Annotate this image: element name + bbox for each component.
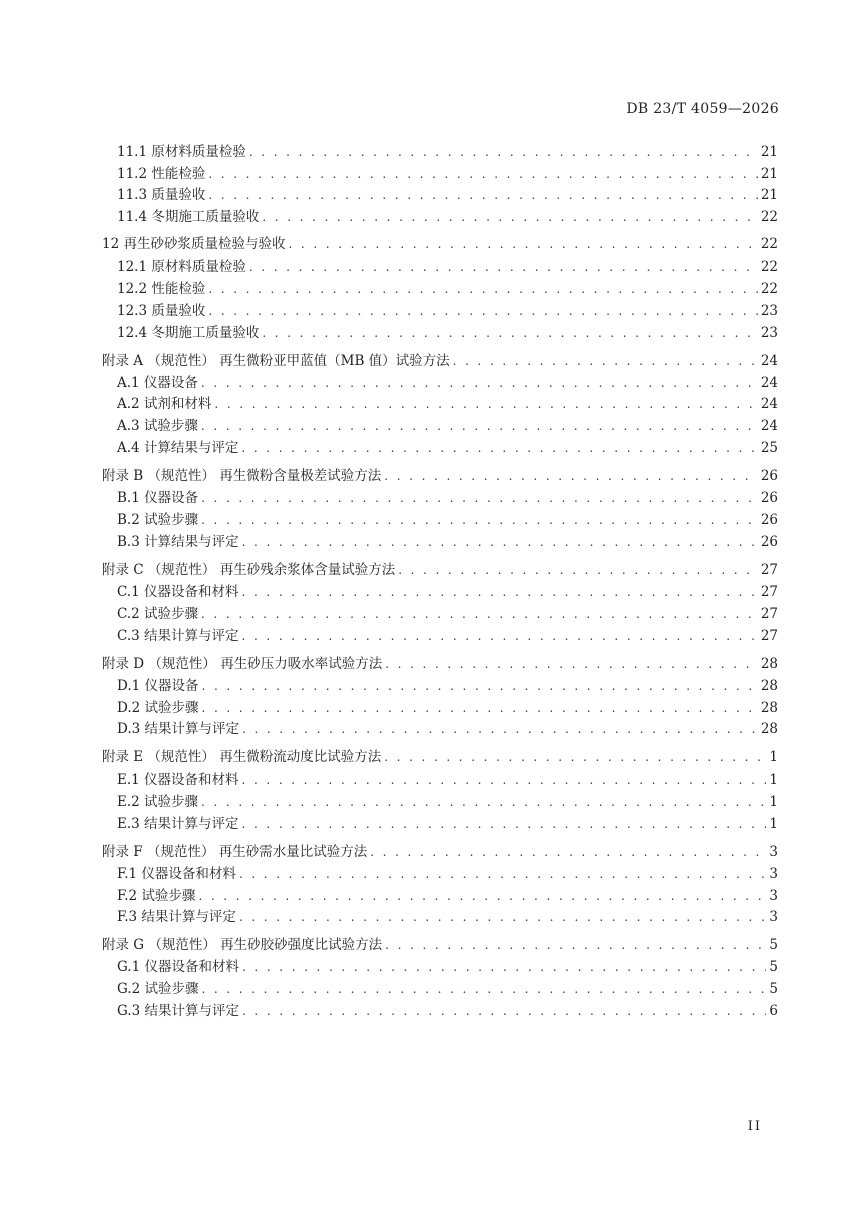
toc-entry-page-number: 25 <box>760 440 778 456</box>
toc-entry-page-number: 1 <box>769 772 778 788</box>
toc-section-entry[interactable] <box>117 184 778 206</box>
toc-entry-label: 11.4 冬期施工质量验收 <box>117 209 260 225</box>
toc-chapter-entry[interactable] <box>102 746 778 768</box>
dot-leader <box>239 863 766 885</box>
toc-entry-label: 11.1 原材料质量检验 <box>117 144 246 160</box>
toc-section-entry[interactable] <box>117 437 778 459</box>
dot-leader <box>242 769 767 791</box>
toc-entry-label: 附录 E （规范性） 再生微粉流动度比试验方法 <box>102 749 382 765</box>
toc-section-entry[interactable] <box>117 256 778 278</box>
dot-leader <box>201 509 758 531</box>
toc-entry-page-number: 26 <box>760 490 778 506</box>
toc-entry-label: E.1 仪器设备和材料 <box>117 772 239 788</box>
dot-leader <box>202 675 758 697</box>
dot-leader <box>198 885 766 907</box>
toc-entry-label: 11.3 质量验收 <box>117 187 206 203</box>
toc-section-entry[interactable] <box>117 300 778 322</box>
toc-entry-label: F.3 结果计算与评定 <box>117 909 236 925</box>
dot-leader <box>201 978 766 1000</box>
dot-leader <box>202 697 758 719</box>
dot-leader <box>242 956 766 978</box>
toc-section-entry[interactable] <box>117 718 778 740</box>
toc-entry-label: B.2 试验步骤 <box>117 512 199 528</box>
toc-entry-page-number: 28 <box>760 721 778 737</box>
dot-leader <box>249 141 758 163</box>
dot-leader <box>242 625 758 647</box>
toc-entry-label: B.3 计算结果与评定 <box>117 534 239 550</box>
dot-leader <box>239 906 766 928</box>
toc-entry-label: G.1 仪器设备和材料 <box>117 959 239 975</box>
toc-entry-page-number: 27 <box>760 628 778 644</box>
dot-leader <box>249 256 758 278</box>
toc-entry-label: 12.1 原材料质量检验 <box>117 259 246 275</box>
toc-section-entry[interactable] <box>117 163 778 185</box>
toc-entry-page-number: 21 <box>760 166 778 182</box>
dot-leader <box>384 465 758 487</box>
dot-leader <box>262 322 757 344</box>
toc-entry-page-number: 1 <box>769 749 778 765</box>
toc-section-entry[interactable] <box>117 415 778 437</box>
toc-entry-page-number: 24 <box>760 396 778 412</box>
toc-section-entry[interactable] <box>117 885 778 907</box>
toc-entry-label: 附录 D （规范性） 再生砂压力吸水率试验方法 <box>102 656 383 672</box>
toc-entry-page-number: 5 <box>769 959 778 975</box>
toc-chapter-entry[interactable] <box>102 653 778 675</box>
toc-entry-page-number: 5 <box>769 981 778 997</box>
toc-entry-label: D.1 仪器设备 <box>117 678 199 694</box>
toc-section-entry[interactable] <box>117 531 778 553</box>
dot-leader <box>201 603 758 625</box>
toc-entry-label: E.2 试验步骤 <box>117 794 199 810</box>
toc-entry-page-number: 3 <box>769 909 778 925</box>
toc-entry-label: 12.4 冬期施工质量验收 <box>117 325 260 341</box>
toc-section-entry[interactable] <box>117 675 778 697</box>
toc-entry-label: G.3 结果计算与评定 <box>117 1003 239 1019</box>
toc-entry-page-number: 26 <box>760 468 778 484</box>
toc-entry-label: 12.2 性能检验 <box>117 281 206 297</box>
toc-entry-label: 附录 F （规范性） 再生砂需水量比试验方法 <box>102 844 368 860</box>
toc-entry-page-number: 24 <box>760 375 778 391</box>
dot-leader <box>208 184 757 206</box>
toc-entry-page-number: 5 <box>769 937 778 953</box>
toc-entry-page-number: 21 <box>760 187 778 203</box>
toc-entry-label: D.2 试验步骤 <box>117 700 199 716</box>
toc-section-entry[interactable] <box>117 603 778 625</box>
toc-entry-page-number: 1 <box>769 794 778 810</box>
toc-entry-page-number: 28 <box>760 656 778 672</box>
toc-entry-page-number: 6 <box>769 1003 778 1019</box>
toc-chapter-entry[interactable] <box>102 350 778 372</box>
toc-entry-label: 附录 A （规范性） 再生微粉亚甲蓝值（MB 值）试验方法 <box>102 353 450 369</box>
toc-entry-label: 附录 G （规范性） 再生砂胶砂强度比试验方法 <box>102 937 383 953</box>
toc-section-entry[interactable] <box>117 206 778 228</box>
dot-leader <box>201 487 758 509</box>
toc-section-entry[interactable] <box>117 322 778 344</box>
dot-leader <box>242 581 758 603</box>
toc-entry-page-number: 1 <box>769 816 778 832</box>
toc-entry-page-number: 24 <box>760 353 778 369</box>
toc-entry-label: 11.2 性能检验 <box>117 166 206 182</box>
toc-entry-label: C.1 仪器设备和材料 <box>117 584 239 600</box>
toc-section-entry[interactable] <box>117 1000 778 1022</box>
toc-chapter-entry[interactable] <box>102 934 778 956</box>
dot-leader <box>385 653 758 675</box>
dot-leader <box>384 746 766 768</box>
toc-entry-page-number: 28 <box>760 678 778 694</box>
toc-section-entry[interactable] <box>117 791 778 813</box>
toc-entry-page-number: 23 <box>760 303 778 319</box>
toc-chapter-entry[interactable] <box>102 233 778 255</box>
toc-entry-label: C.2 试验步骤 <box>117 606 199 622</box>
toc-entry-label: G.2 试验步骤 <box>117 981 199 997</box>
dot-leader <box>208 300 757 322</box>
toc-entry-page-number: 28 <box>760 700 778 716</box>
toc-section-entry[interactable] <box>117 581 778 603</box>
dot-leader <box>214 393 757 415</box>
toc-entry-label: A.3 试验步骤 <box>117 418 198 434</box>
toc-entry-page-number: 24 <box>760 418 778 434</box>
dot-leader <box>453 350 758 372</box>
toc-chapter-entry[interactable] <box>102 841 778 863</box>
dot-leader <box>242 813 767 835</box>
toc-entry-label: F.1 仪器设备和材料 <box>117 866 236 882</box>
toc-section-entry[interactable] <box>117 625 778 647</box>
toc-entry-page-number: 27 <box>760 584 778 600</box>
toc-entry-label: 附录 B （规范性） 再生微粉含量极差试验方法 <box>102 468 382 484</box>
toc-entry-page-number: 22 <box>760 259 778 275</box>
toc-entry-label: A.4 计算结果与评定 <box>117 440 239 456</box>
document-code-header: DB 23/T 4059—2026 <box>626 101 779 117</box>
toc-entry-page-number: 3 <box>769 888 778 904</box>
toc-entry-label: 12 再生砂砂浆质量检验与验收 <box>102 236 286 252</box>
toc-entry-label: E.3 结果计算与评定 <box>117 816 239 832</box>
toc-section-entry[interactable] <box>117 141 778 163</box>
dot-leader <box>288 233 757 255</box>
toc-entry-label: A.2 试剂和材料 <box>117 396 212 412</box>
toc-entry-label: A.1 仪器设备 <box>117 375 198 391</box>
toc-entry-page-number: 22 <box>760 236 778 252</box>
toc-entry-label: F.2 试验步骤 <box>117 888 196 904</box>
dot-leader <box>242 1000 766 1022</box>
toc-section-entry[interactable] <box>117 393 778 415</box>
toc-chapter-entry[interactable] <box>102 559 778 581</box>
dot-leader <box>242 718 758 740</box>
dot-leader <box>241 437 757 459</box>
toc-entry-label: B.1 仪器设备 <box>117 490 199 506</box>
dot-leader <box>385 934 766 956</box>
toc-section-entry[interactable] <box>117 813 778 835</box>
toc-section-entry[interactable] <box>117 509 778 531</box>
toc-section-entry[interactable] <box>117 978 778 1000</box>
toc-section-entry[interactable] <box>117 697 778 719</box>
toc-entry-page-number: 26 <box>760 534 778 550</box>
dot-leader <box>370 841 766 863</box>
toc-entry-label: D.3 结果计算与评定 <box>117 721 240 737</box>
toc-entry-page-number: 27 <box>760 606 778 622</box>
toc-section-entry[interactable] <box>117 863 778 885</box>
toc-section-entry[interactable] <box>117 769 778 791</box>
dot-leader <box>242 531 758 553</box>
dot-leader <box>208 278 757 300</box>
toc-entry-label: C.3 结果计算与评定 <box>117 628 239 644</box>
toc-entry-page-number: 26 <box>760 512 778 528</box>
toc-entry-page-number: 22 <box>760 281 778 297</box>
toc-entry-page-number: 3 <box>769 844 778 860</box>
dot-leader <box>262 206 757 228</box>
toc-section-entry[interactable] <box>117 956 778 978</box>
toc-entry-page-number: 23 <box>760 325 778 341</box>
toc-entry-page-number: 3 <box>769 866 778 882</box>
dot-leader <box>201 372 758 394</box>
dot-leader <box>201 415 758 437</box>
toc-entry-label: 附录 C （规范性） 再生砂残余浆体含量试验方法 <box>102 562 396 578</box>
toc-section-entry[interactable] <box>117 372 778 394</box>
toc-entry-page-number: 22 <box>760 209 778 225</box>
toc-section-entry[interactable] <box>117 906 778 928</box>
dot-leader <box>208 163 757 185</box>
page-number: II <box>747 1119 762 1134</box>
toc-chapter-entry[interactable] <box>102 465 778 487</box>
toc-entry-label: 12.3 质量验收 <box>117 303 206 319</box>
dot-leader <box>201 791 766 813</box>
toc-section-entry[interactable] <box>117 487 778 509</box>
toc-entry-page-number: 27 <box>760 562 778 578</box>
toc-entry-page-number: 21 <box>760 144 778 160</box>
dot-leader <box>398 559 758 581</box>
toc-section-entry[interactable] <box>117 278 778 300</box>
